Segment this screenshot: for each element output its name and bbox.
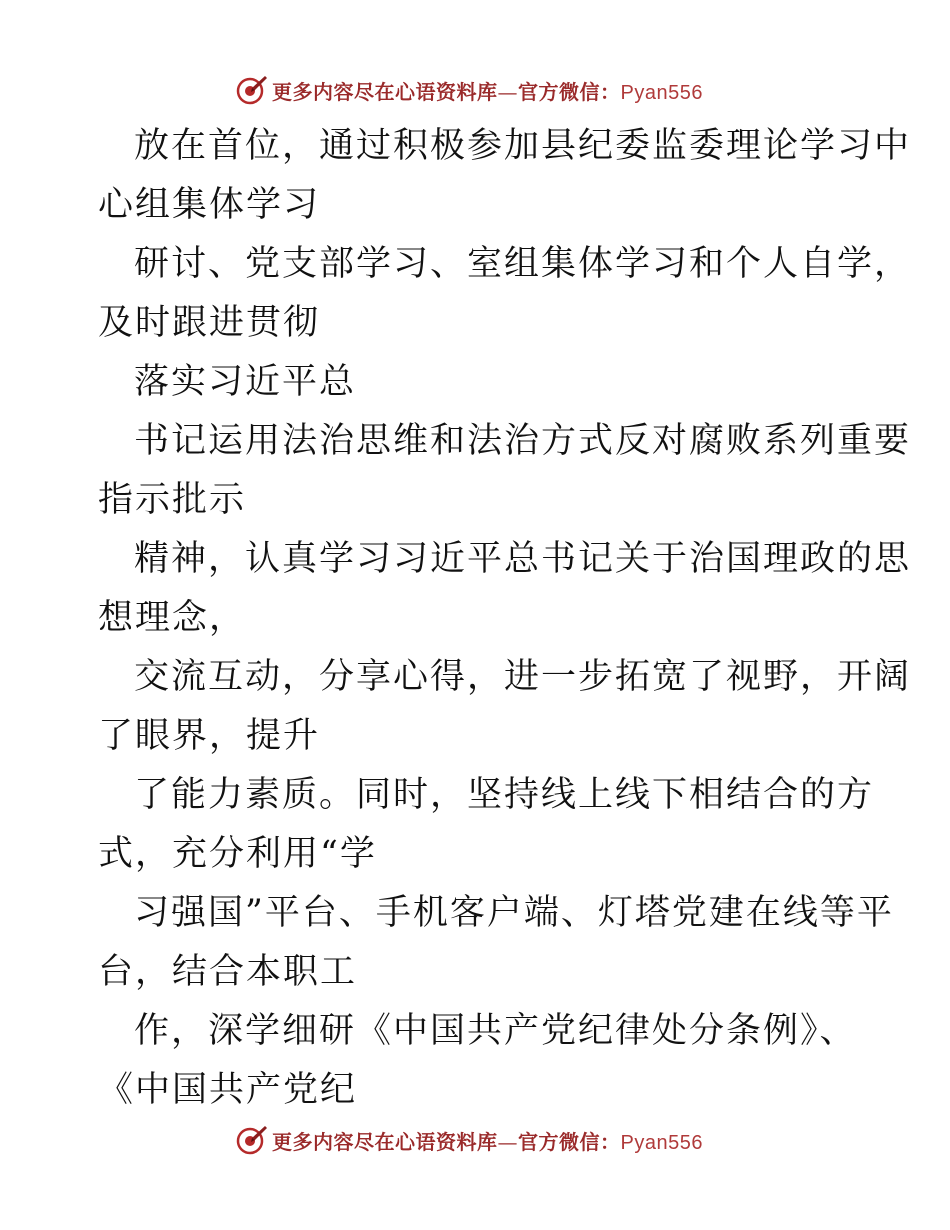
text-line: 精神，认真学习习近平总书记关于治国理政的思 bbox=[134, 539, 912, 579]
text-line: 交流互动，分享心得，进一步拓宽了视野，开阔 bbox=[134, 657, 912, 697]
red-pen-seal-icon bbox=[236, 74, 268, 106]
banner-text bbox=[272, 76, 703, 105]
footer-banner bbox=[236, 1122, 703, 1158]
text-line: 研讨、党支部学习、室组集体学习和个人自学， bbox=[134, 244, 912, 284]
text-line: 指示批示 bbox=[98, 480, 247, 520]
red-pen-seal-icon bbox=[236, 1124, 268, 1156]
text-line: 了能力素质。同时，坚持线上线下相结合的方 bbox=[134, 775, 875, 815]
text-line: 了眼界，提升 bbox=[98, 716, 321, 756]
banner-slogan: 更多内容尽在心语资料库 bbox=[272, 1129, 498, 1154]
document-body bbox=[98, 117, 912, 1120]
text-line: 作，深学细研《中国共产党纪律处分条例》、 bbox=[134, 1011, 857, 1051]
banner-wechat-id: Pyan556 bbox=[620, 81, 703, 104]
text-line: 心组集体学习 bbox=[98, 185, 321, 225]
text-line: 习强国”平台、手机客户端、灯塔党建在线等平 bbox=[134, 893, 894, 933]
text-line: 式，充分利用“学 bbox=[98, 834, 377, 874]
banner-separator: — bbox=[497, 1129, 518, 1154]
text-line: 台，结合本职工 bbox=[98, 952, 358, 992]
text-line: 放在首位，通过积极参加县纪委监委理论学习中 bbox=[134, 126, 912, 166]
text-line: 《中国共产党纪 bbox=[98, 1070, 358, 1110]
banner-slogan: 更多内容尽在心语资料库 bbox=[272, 79, 498, 104]
text-line: 想理念， bbox=[98, 598, 247, 638]
banner-wechat-id: Pyan556 bbox=[620, 1131, 703, 1154]
banner-text bbox=[272, 1126, 703, 1155]
banner-wechat-label: 官方微信： bbox=[518, 79, 621, 104]
banner-separator: — bbox=[497, 79, 518, 104]
header-banner bbox=[236, 72, 703, 108]
text-line: 书记运用法治思维和法治方式反对腐败系列重要 bbox=[134, 421, 912, 461]
banner-wechat-label: 官方微信： bbox=[518, 1129, 621, 1154]
text-line: 及时跟进贯彻 bbox=[98, 303, 321, 343]
text-line: 落实习近平总 bbox=[134, 362, 357, 402]
